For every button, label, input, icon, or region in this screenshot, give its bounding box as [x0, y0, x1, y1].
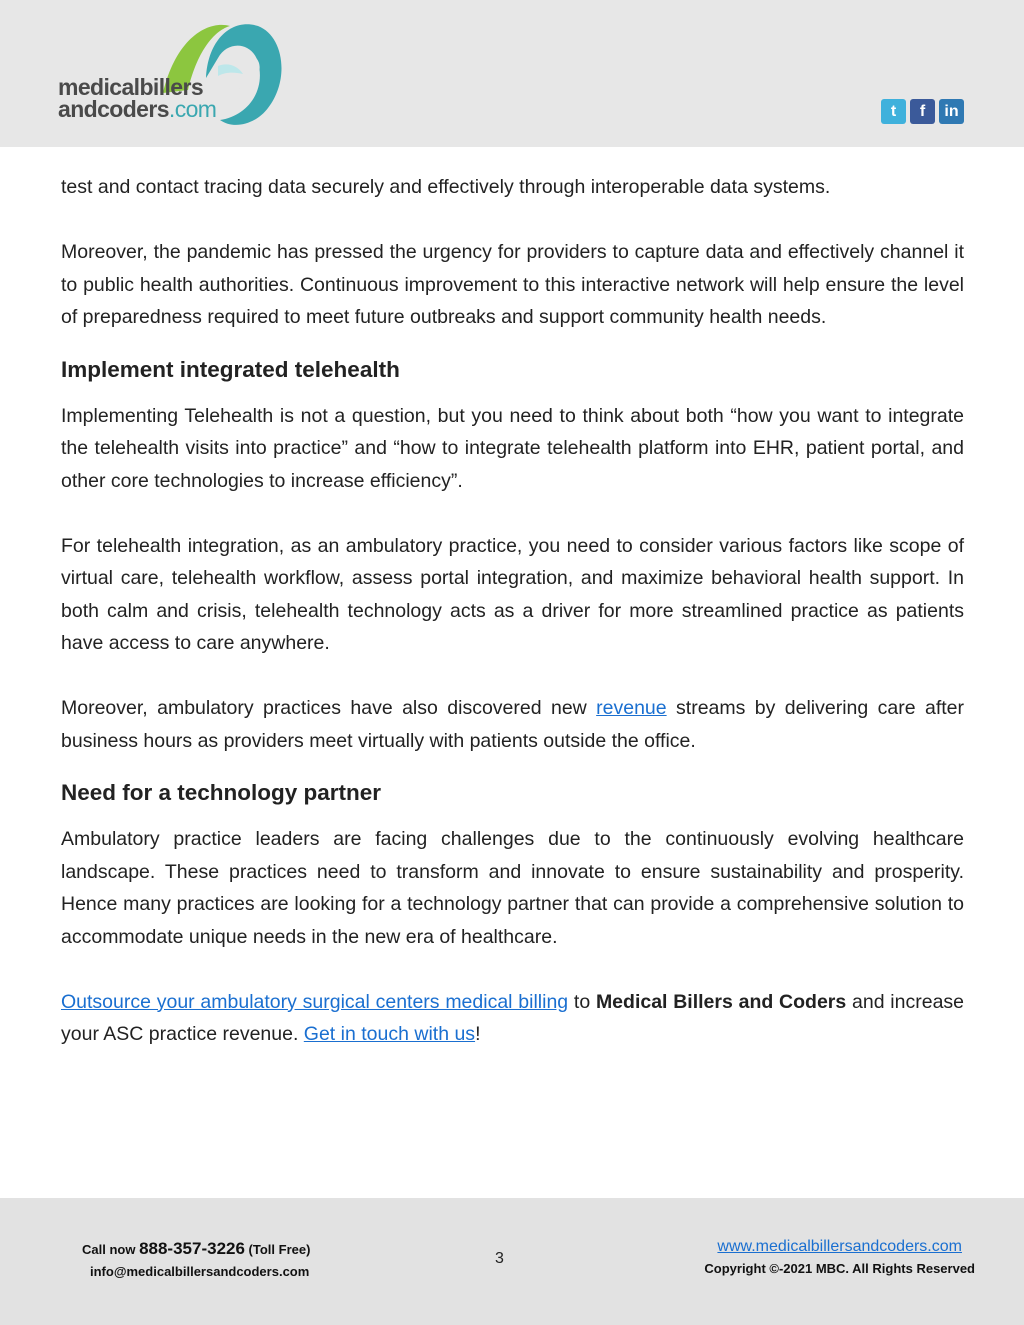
outsource-billing-link[interactable]: Outsource your ambulatory surgical centers medical billing — [61, 990, 569, 1013]
logo-wordmark — [58, 76, 216, 120]
company-logo[interactable] — [58, 18, 298, 133]
copyright-text: Copyright ©-2021 MBC. All Rights Reserved — [704, 1261, 975, 1276]
toll-free-label: (Toll Free) — [244, 1242, 311, 1257]
paragraph-7 — [61, 986, 964, 1051]
logo-line-2 — [58, 98, 216, 120]
paragraph-2: Moreover, the pandemic has pressed the urgency for providers to capture data and effectively channel it to public health authorities. Continuous improvement to this interactive network will help ensure the level of preparedness required to meet future outbreaks and support community health needs. — [61, 241, 964, 328]
article-body — [61, 171, 964, 1051]
page-header — [0, 0, 1024, 147]
paragraph-5-text-b: streams by delivering care after business hours as providers meet virtually with patients outside the office. — [61, 697, 964, 752]
paragraph-7-text-b: and increase your ASC practice revenue. — [61, 990, 965, 1045]
logo-line-2-main: andcoders — [58, 96, 169, 122]
logo-line-2-suffix: .com — [168, 96, 217, 122]
logo-line-1: medicalbillers — [58, 74, 204, 100]
paragraph-3: Implementing Telehealth is not a question, but you need to think about both “how you want to integrate the telehealth visits into practice” and “how to integrate telehealth platform into EHR, patient portal, and other core technologies to increase efficiency”. — [61, 404, 964, 492]
twitter-icon[interactable]: t — [881, 99, 906, 124]
footer-contact — [82, 1238, 310, 1283]
phone-number[interactable]: 888-357-3226 — [139, 1239, 245, 1258]
footer-site — [704, 1236, 975, 1280]
page-footer — [0, 1198, 1024, 1325]
section-heading-technology-partner: Need for a technology partner — [61, 780, 382, 805]
call-now-label: Call now — [82, 1242, 140, 1257]
paragraph-6: Ambulatory practice leaders are facing challenges due to the continuously evolving healthcare landscape. These practices need to transform and innovate to ensure sustainability and prosperity. Hence many practices are looking for a technology partner that can provide a comprehensive solution to accommodate unique needs in the new era of healthcare. — [61, 828, 964, 948]
paragraph-5 — [61, 692, 964, 757]
contact-us-link[interactable]: Get in touch with us — [303, 1023, 476, 1045]
paragraph-7-text-a: to — [568, 990, 596, 1013]
paragraph-1: test and contact tracing data securely and effectively through interoperable data systems. — [61, 176, 831, 198]
footer-phone-line — [82, 1238, 310, 1261]
paragraph-4: For telehealth integration, as an ambulatory practice, you need to consider various factors like scope of virtual care, telehealth workflow, assess portal integration, and maximize behavioral health support. In both calm and crisis, telehealth technology acts as a driver for more streamlined practice as patients have access to care anywhere. — [61, 534, 964, 654]
section-heading-telehealth: Implement integrated telehealth — [61, 356, 400, 382]
paragraph-7-text-c: ! — [475, 1023, 481, 1045]
company-name-bold: Medical Billers and Coders — [595, 990, 847, 1013]
paragraph-5-text-a: Moreover, ambulatory practices have also discovered new — [61, 697, 597, 719]
facebook-icon[interactable]: f — [910, 99, 935, 124]
footer-email[interactable]: info@medicalbillersandcoders.com — [90, 1264, 310, 1279]
website-link[interactable]: www.medicalbillersandcoders.com — [717, 1238, 962, 1255]
revenue-link[interactable]: revenue — [596, 697, 667, 719]
social-links — [881, 99, 964, 124]
page-number: 3 — [495, 1250, 504, 1267]
linkedin-icon[interactable]: in — [939, 99, 964, 124]
